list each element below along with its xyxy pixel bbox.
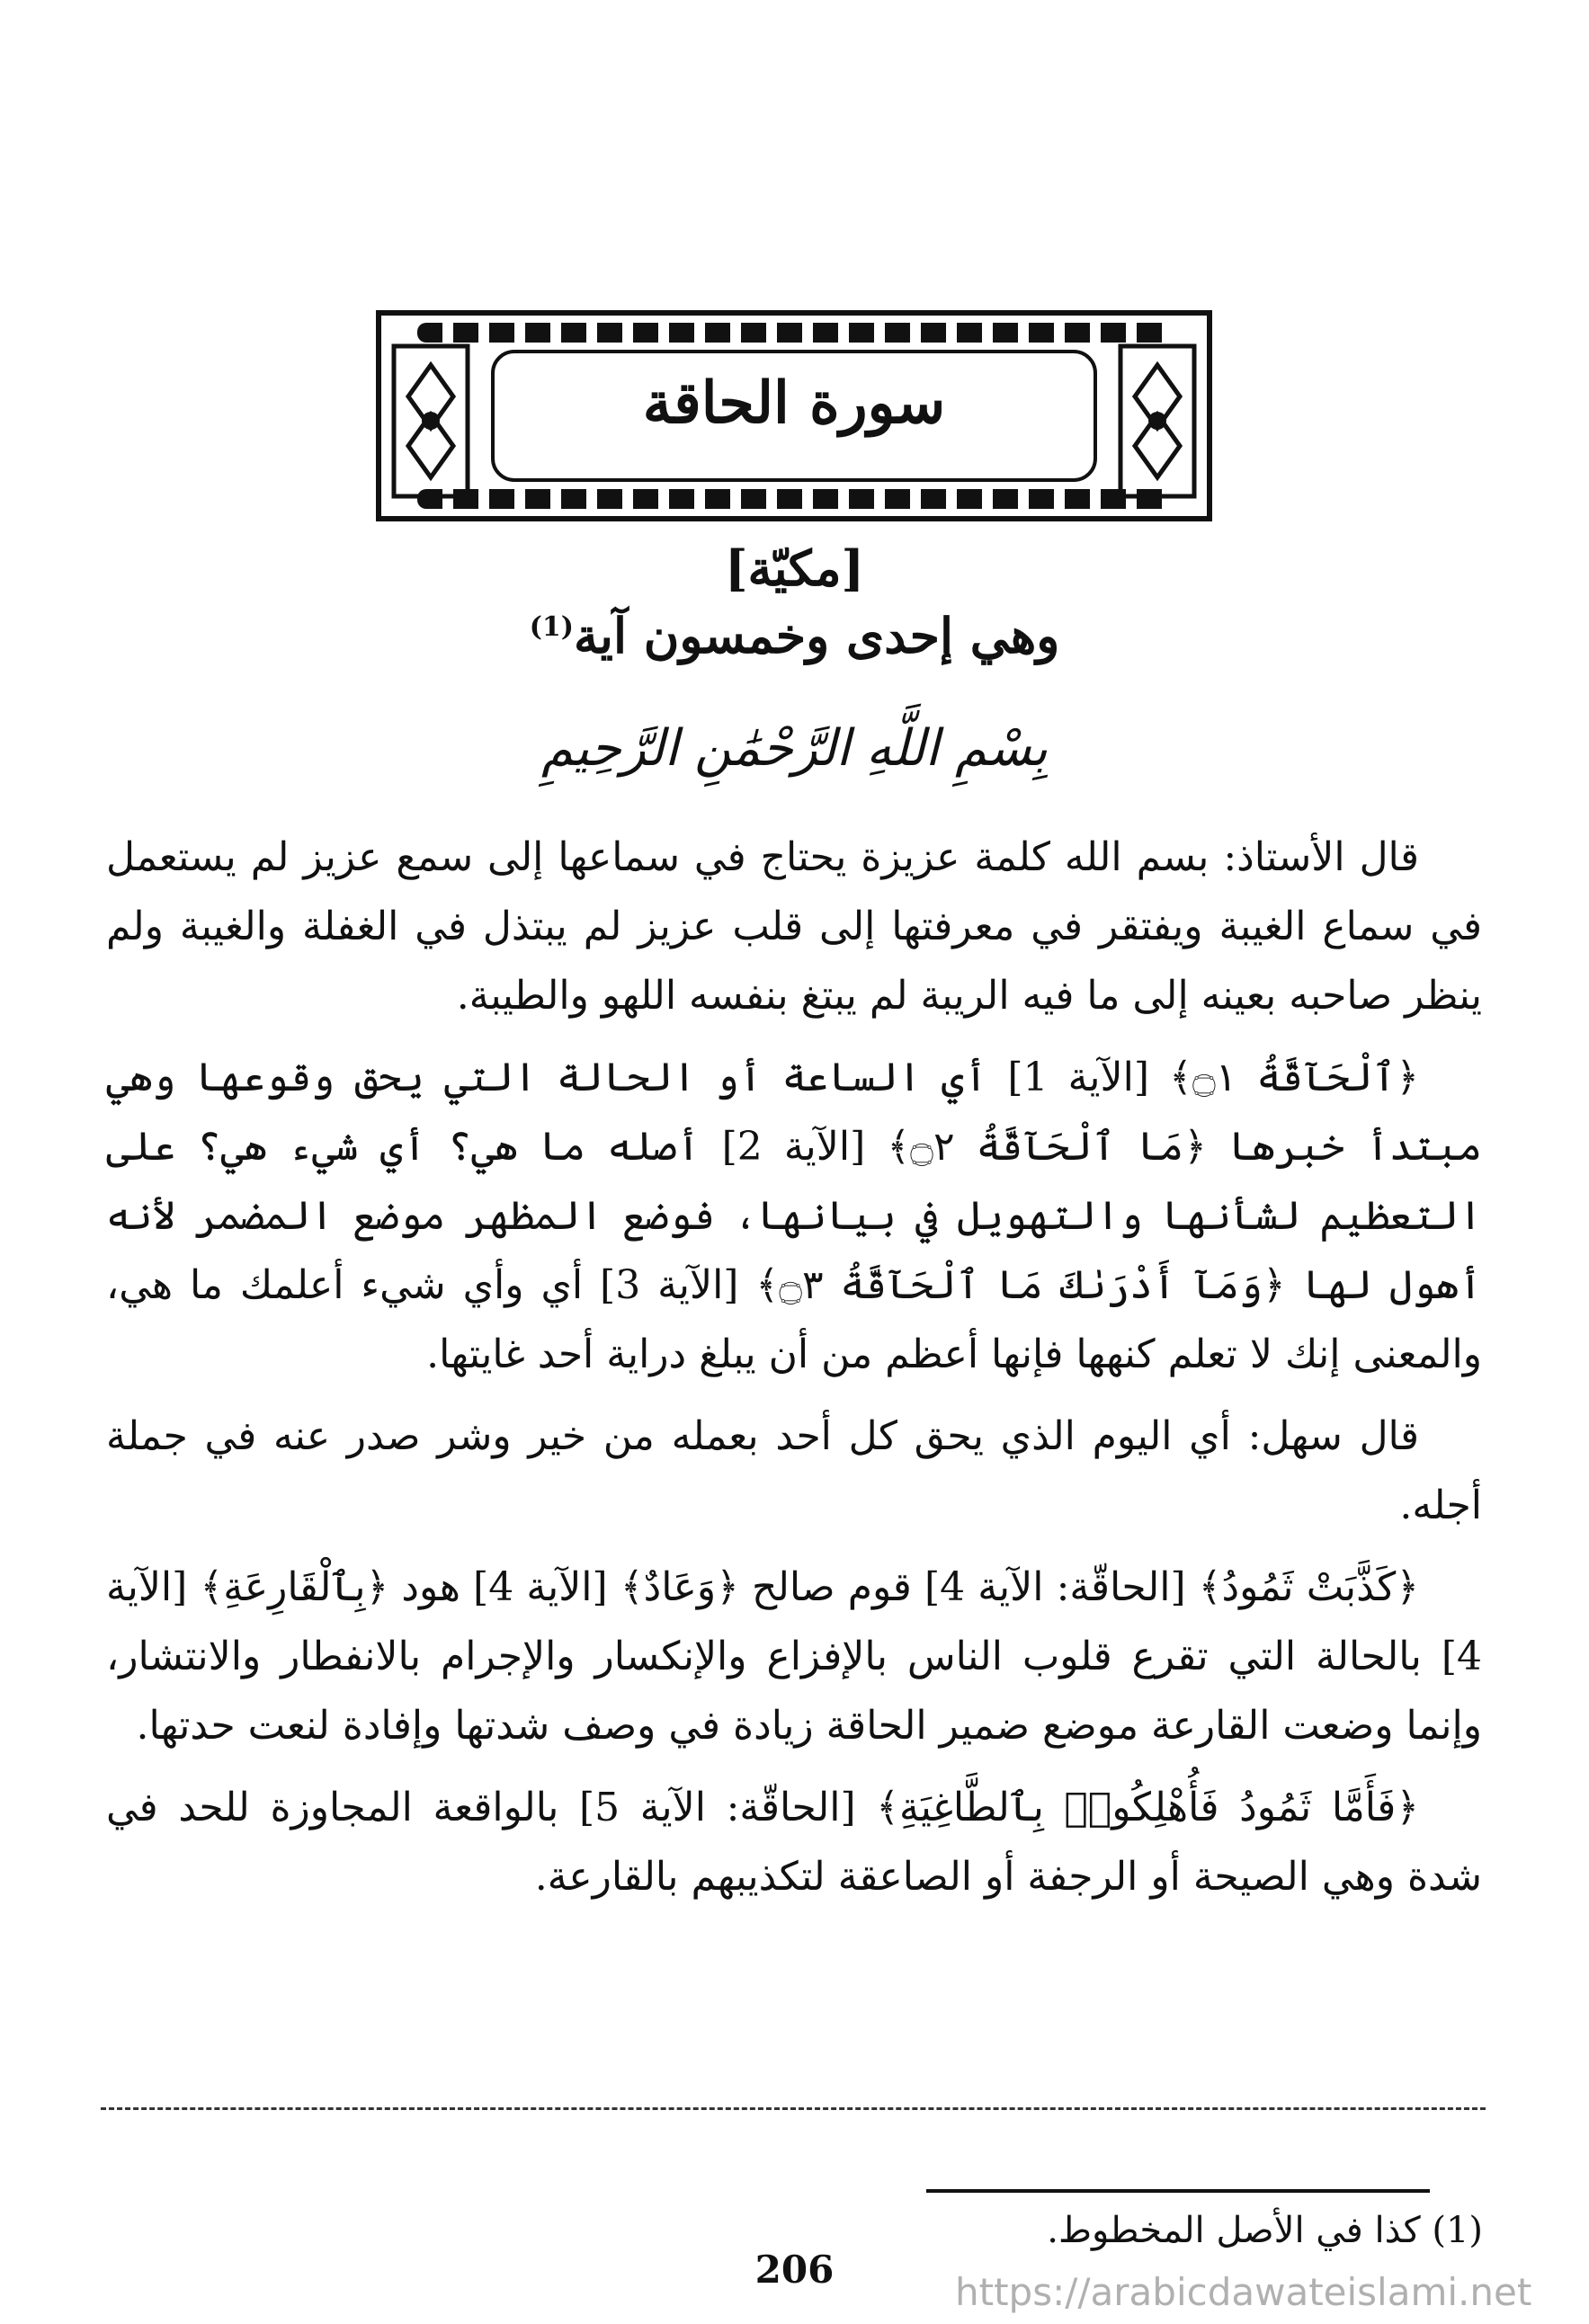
page-number: 206 — [754, 2248, 835, 2292]
footnote-rule — [926, 2189, 1430, 2193]
verses-count-line — [0, 607, 1589, 664]
watermark: https://arabicdawateislami.net — [955, 2270, 1532, 2314]
paragraph: ﴿فَأَمَّا ثَمُودُ فَأُهْلِكُوا۟ بِٱلطَّاغِيَةِ﴾ [الحاقّة: الآية 5] بالواقعة المجاوزة للحد في شدة وهي الصيحة أو الرجفة أو الصاعقة لتكذيبهم بالقارعة. — [106, 1785, 1482, 1900]
surah-title: سورة الحاقة — [642, 370, 946, 437]
dashed-divider — [101, 2107, 1486, 2110]
makkiyya-label: [مكيّة] — [724, 539, 865, 597]
footnote-ref: (1) — [529, 611, 574, 643]
basmala: بِسْمِ اللَّهِ الرَّحْمَٰنِ الرَّحِيمِ — [541, 719, 1048, 778]
frame-ornament-top — [417, 323, 1171, 343]
paragraph: ﴿ٱلْحَآقَّةُ ۝١﴾ [الآية 1] أي الساعة أو الحالة التي يحق وقوعها وهي مبتدأ خبرها ﴿مَا ٱلْحَآقَّةُ ۝٢﴾ [الآية 2] أصله ما هي؟ أي شيء هي؟ على التعظيم لشأنها والتهويل في بيانها، فوضع المظهر موضع المضمر لأنه أهول لها ﴿وَمَآ أَدْرَىٰكَ مَا ٱلْحَآقَّةُ ۝٣﴾ [الآية 3] أي وأي شيء أعلمك ما هي، والمعنى إنك لا تعلم كنهها فإنها أعظم من أن يبلغ دراية أحد غايتها. — [106, 1055, 1482, 1377]
commentary-text — [106, 823, 1482, 1924]
frame-ornament-bottom — [417, 489, 1171, 509]
verses-count: وهي إحدى وخمسون آية — [573, 607, 1060, 664]
paragraph: قال الأستاذ: بسم الله كلمة عزيزة يحتاج في سماعها إلى سمع عزيز لم يستعمل في سماع الغيبة ويفتقر في معرفتها إلى قلب عزيز لم يبتذل في الغفلة والغيبة ولم ينظر صاحبه بعينه إلى ما فيه الريبة لم يبتغ بنفسه اللهو والطيبة. — [106, 834, 1482, 1019]
surah-title-frame — [376, 310, 1212, 521]
footnote: (1) كذا في الأصل المخطوط. — [1047, 2210, 1483, 2251]
paragraph: قال سهل: أي اليوم الذي يحق كل أحد بعمله من خير وشر صدر عنه في جملة أجله. — [106, 1413, 1482, 1528]
paragraph: ﴿كَذَّبَتْ ثَمُودُ﴾ [الحاقّة: الآية 4] قوم صالح ﴿وَعَادٌ﴾ [الآية 4] هود ﴿بِٱلْقَارِعَةِ﴾ [الآية 4] بالحالة التي تقرع قلوب الناس بالإفزاع والإنكسار والإجرام بالانفطار والانتشار، وإنما وضعت القارعة موضع ضمير الحاقة زيادة في وصف شدتها وإفادة لنعت حدتها. — [106, 1564, 1482, 1749]
